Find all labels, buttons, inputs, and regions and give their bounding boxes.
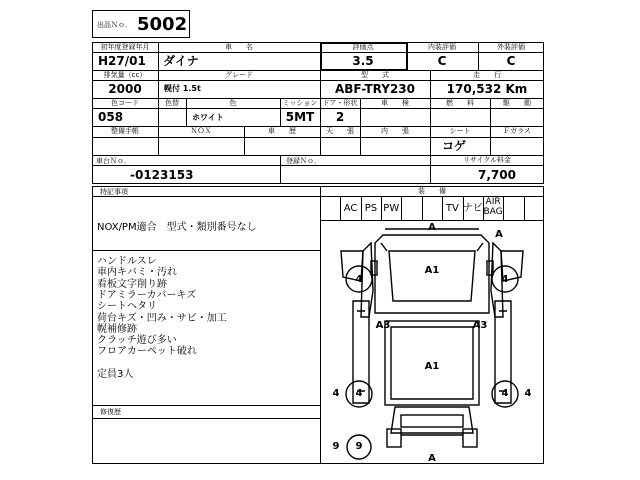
color-change-label: 色替 [165,99,179,107]
mark-spare-outer: 9 [332,441,340,452]
seat: コゲ [442,139,467,153]
chassis-number: -0123153 [130,168,194,182]
note-line: ドアミラーカバーキズ [97,289,197,301]
lot-number: 5002 [137,14,188,35]
manual-label: 整備手帳 [111,127,139,135]
color: ホワイト [192,113,224,122]
fglass-label: Ｆガラス [503,127,531,135]
equipment-4: ナビ [462,203,483,214]
mark-bed: A1 [424,361,440,372]
drive-label: 駆 動 [503,99,531,107]
nox-label: ＮＯＸ [190,127,212,135]
score-label: 評価点 [352,43,374,51]
mark-rear-right-tire: 4 [501,388,509,399]
lot-label: 出品Ｎｏ． [97,21,132,29]
doors: 2 [335,110,345,124]
interior-label: 内装評価 [428,43,456,51]
name-label: 車 名 [225,43,253,51]
transmission: 5MT [285,110,315,124]
mark-front-right-tire: 4 [501,274,509,285]
mark-top-right: A [495,229,503,240]
mileage: 170,532 Km [446,82,528,96]
seat-label: シート [449,127,471,135]
reg-label: 登録Ｎｏ． [286,157,321,165]
mark-side-right: A3 [472,320,488,331]
mark-top-center: A [428,222,436,233]
note-line: ハンドルスレ [97,256,157,267]
chassis-label: 車台Ｎｏ． [96,157,131,165]
recycle-fee: 7,700 [478,168,516,182]
note-line: クラッチ遊び多い [97,335,177,347]
mileage-label: 走 行 [473,71,501,79]
rear-view [391,407,473,433]
note-line: 看板文字削り跡 [97,278,167,290]
equipment-1: PS [364,203,378,214]
history-label: 車 歴 [268,127,296,135]
grade: 幌付 1.5t [164,84,201,93]
car-name: ダイナ [163,54,199,68]
mark-front-left-tire: 4 [355,274,363,285]
door-label: ドア・形状 [322,99,358,107]
exterior-grade: C [506,54,516,68]
grade-label: グレード [225,71,253,79]
mark-cab-roof: A1 [424,265,440,276]
repair-header: 修復歴 [100,408,121,416]
model-label: 型 式 [361,71,389,79]
year-label: 初年度登録年月 [100,43,150,51]
equipment-row [320,196,544,220]
interior-grade: C [437,54,447,68]
interior-trim-label: 内 張 [381,127,409,135]
mark-spare-tire: 9 [355,441,363,452]
equipment-2: PW [383,203,400,214]
color-code-label: 色コード [111,99,139,107]
note-line: 幌補修跡 [97,323,137,335]
note-line: 荷台キズ・凹み・サビ・加工 [97,312,227,324]
first-reg-year: H27/01 [98,54,146,68]
mark-rear-left-tire: 4 [355,388,363,399]
model-code: ABF-TRY230 [335,82,415,96]
fuel-label: 燃 料 [446,99,474,107]
awning-label: 天 張 [326,127,354,135]
inspection-label: 車 検 [381,99,409,107]
color-label: 色 [229,99,237,107]
displacement: 2000 [108,82,142,96]
mark-bottom: A [428,453,436,464]
score: 3.5 [352,54,374,68]
exterior-label: 外装評価 [497,43,525,51]
truck-diagram [321,221,543,463]
lot-box [92,10,190,38]
equipment-5: AIR BAG [483,197,503,217]
mission-label: ミッション [282,99,318,107]
cc-label: 排気量（cc） [103,71,147,79]
capacity: 定員3人 [97,369,134,380]
note-line: シートヘタリ [97,301,157,313]
recycle-label: リサイクル料金 [462,156,512,164]
note-first: NOX/PM適合 型式・類別番号なし [97,222,257,233]
mark-rear-right-outer: 4 [524,388,532,399]
equipment-header: 装 備 [418,187,446,195]
note-line: フロアカーペット破れ [97,346,197,358]
notes-header: 特記事項 [100,188,128,196]
color-code: 058 [98,110,124,124]
equipment-0: AC [343,203,358,214]
note-line: 車内キバミ・汚れ [97,267,177,279]
mark-side-left: A3 [375,320,391,331]
equipment-3: TV [445,203,459,214]
mark-rear-left-outer: 4 [332,388,340,399]
